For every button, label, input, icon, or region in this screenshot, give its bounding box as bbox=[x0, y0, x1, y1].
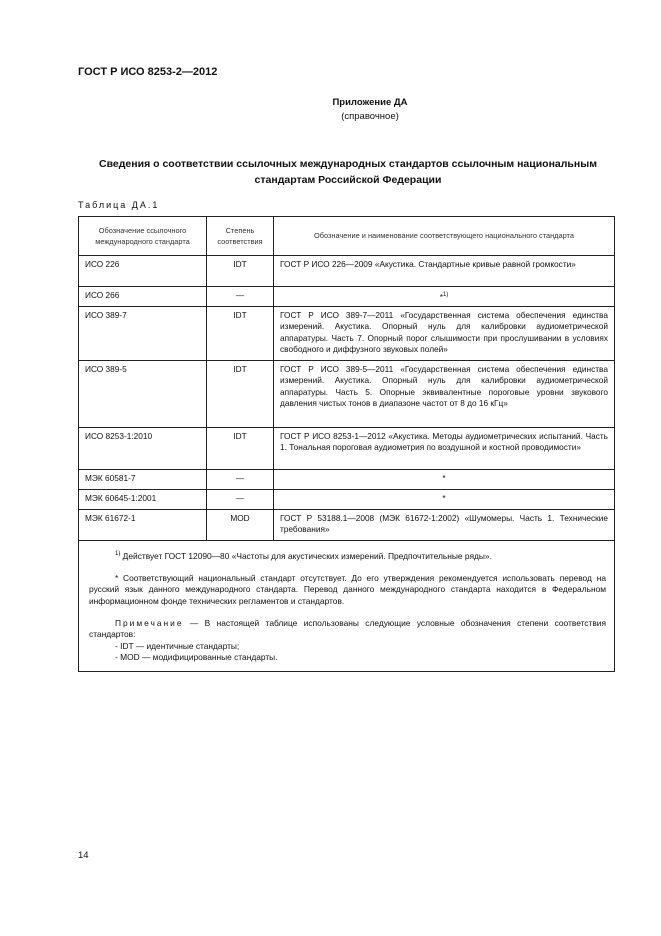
note-label: Примечание bbox=[115, 618, 184, 629]
cell-national: ГОСТ Р 53188.1—2008 (МЭК 61672-1:2002) «Шумомеры. Часть 1. Технические требования» bbox=[274, 510, 615, 541]
footnote-mark: 1) bbox=[115, 551, 121, 558]
asterisk-note: * Соответствующий национальный стандарт отсутствует. До его утверждения рекомендуется использовать перевод на русский язык данного международного стандарта. Перевод данного международного стандарта находится в Федеральном информационном фонде технических регламентов и стандартов. bbox=[89, 573, 606, 606]
cell-intl: МЭК 60581-7 bbox=[79, 470, 207, 490]
table-row bbox=[79, 287, 615, 307]
appendix-heading bbox=[290, 96, 450, 124]
cell-national: ГОСТ Р ИСО 8253-1—2012 «Акустика. Методы аудиометрических испытаний. Часть 1. Тональная пороговая аудиометрия по воздушной и костной проводимости» bbox=[274, 428, 615, 470]
cell-national: * bbox=[274, 470, 615, 490]
section-title bbox=[78, 156, 618, 188]
table-row bbox=[79, 256, 615, 287]
cell-national bbox=[274, 287, 615, 307]
table-row bbox=[79, 307, 615, 361]
cell-degree: IDT bbox=[207, 361, 274, 428]
cell-intl: ИСО 389-5 bbox=[79, 361, 207, 428]
table-row bbox=[79, 361, 615, 428]
table-row bbox=[79, 510, 615, 541]
cell-degree: — bbox=[207, 470, 274, 490]
section-title-line-2: стандартам Российской Федерации bbox=[254, 174, 442, 186]
cell-national: * bbox=[274, 490, 615, 510]
cell-intl: ИСО 226 bbox=[79, 256, 207, 287]
cell-national: ГОСТ Р ИСО 226—2009 «Акустика. Стандартные кривые равной громкости» bbox=[274, 256, 615, 287]
cell-degree: — bbox=[207, 490, 274, 510]
cell-degree: IDT bbox=[207, 307, 274, 361]
cell-national: ГОСТ Р ИСО 389-5—2011 «Государственная система обеспечения единства измерений. Акустика. Опорный нуль для калибровки аудиометрической аппаратуры. Часть 5. Опорные эквивалентные пороговые уровни звукового давления чистых тонов в диапазоне частот от 8 до 16 кГц» bbox=[274, 361, 615, 428]
section-title-line-1: Сведения о соответствии ссылочных международных стандартов ссылочным национальным bbox=[99, 158, 597, 170]
cell-national: ГОСТ Р ИСО 389-7—2011 «Государственная система обеспечения единства измерений. Акустика. Опорный нуль для калибровки аудиометрической аппаратуры. Часть 7. Опорный порог слышимости при прослушивании в условиях свободного и диффузного звуковых полей» bbox=[274, 307, 615, 361]
header-intl-standard: Обозначение ссылочного международного стандарта bbox=[79, 217, 207, 256]
header-national-standard: Обозначение и наименование соответствующего национального стандарта bbox=[274, 217, 615, 256]
footnote-1 bbox=[89, 549, 606, 562]
cell-degree: — bbox=[207, 287, 274, 307]
cell-degree: MOD bbox=[207, 510, 274, 541]
appendix-subtitle: (справочное) bbox=[341, 111, 399, 122]
footnote-ref: 1) bbox=[442, 292, 449, 298]
correspondence-table bbox=[78, 216, 615, 672]
cell-intl: ИСО 8253-1:2010 bbox=[79, 428, 207, 470]
table-header-row bbox=[79, 217, 615, 256]
cell-intl: ИСО 389-7 bbox=[79, 307, 207, 361]
table-note bbox=[89, 618, 606, 641]
cell-intl: ИСО 266 bbox=[79, 287, 207, 307]
table-row bbox=[79, 428, 615, 470]
table-notes-row bbox=[79, 541, 615, 672]
table-label: Таблица ДА.1 bbox=[78, 200, 160, 210]
table-row bbox=[79, 470, 615, 490]
footnote-text: Действует ГОСТ 12090—80 «Частоты для акустических измерений. Предпочтительные ряды». bbox=[122, 550, 492, 561]
page-number: 14 bbox=[78, 850, 89, 861]
national-asterisk: * bbox=[439, 291, 443, 302]
document-code: ГОСТ Р ИСО 8253-2—2012 bbox=[78, 66, 218, 78]
header-degree: Степень соответствия bbox=[207, 217, 274, 256]
cell-intl: МЭК 61672-1 bbox=[79, 510, 207, 541]
table-notes bbox=[79, 541, 615, 672]
table-row bbox=[79, 490, 615, 510]
note-item-mod: - MOD — модифицированные стандарты. bbox=[115, 651, 278, 662]
note-item-idt: - IDT — идентичные стандарты; bbox=[115, 640, 240, 651]
cell-intl: МЭК 60645-1:2001 bbox=[79, 490, 207, 510]
note-text: — В настоящей таблице использованы следующие условные обозначения степени соответствия стандартов: bbox=[89, 618, 606, 640]
cell-degree: IDT bbox=[207, 428, 274, 470]
cell-degree: IDT bbox=[207, 256, 274, 287]
appendix-title: Приложение ДА bbox=[332, 97, 408, 108]
